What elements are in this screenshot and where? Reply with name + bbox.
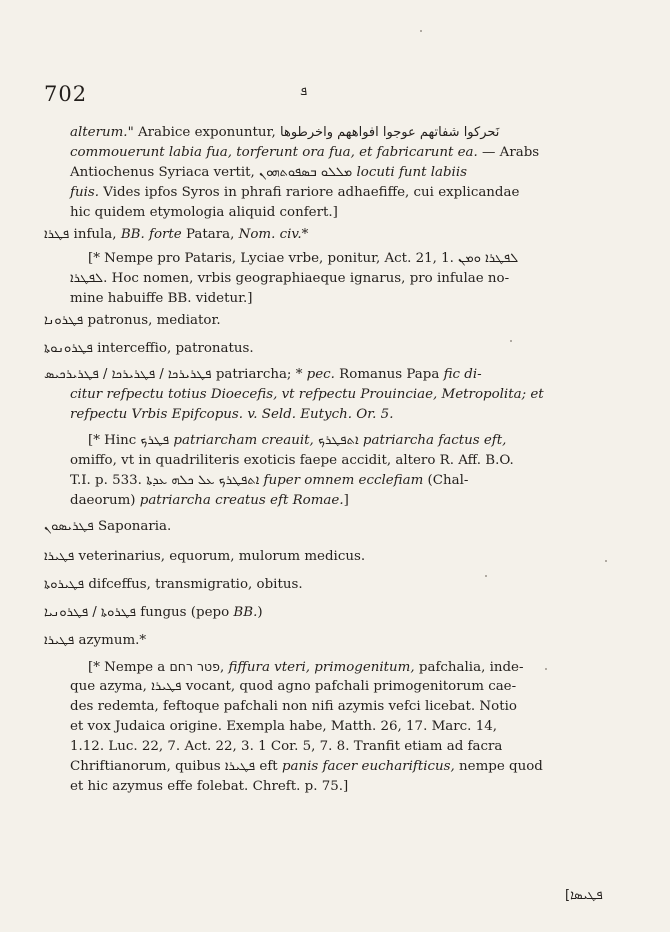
italic-text: fic di-	[443, 367, 482, 382]
text-run: [* Nempe a	[88, 660, 170, 675]
text-run: pafchalia, inde-	[414, 660, 524, 675]
text-run: Chriftianorum, quibus	[70, 759, 225, 774]
text-line	[70, 492, 349, 510]
text-line	[44, 576, 303, 594]
text-line	[44, 226, 308, 244]
italic-text: patriarcha factus eft,	[362, 433, 507, 448]
text-run: fungus (pepo	[136, 605, 234, 620]
paper-speck	[420, 30, 422, 32]
text-line	[70, 718, 497, 736]
text-run: Vides ipfos Syros in phrafi rariore adhaefiffe, cui explicandae	[99, 185, 520, 200]
text-line	[70, 164, 467, 182]
syriac-word: ܠܦܛܪܐ	[70, 271, 104, 286]
italic-text: patriarcha creatus eft Romae.	[139, 493, 344, 508]
italic-text: fuper omnem ecclefiam	[263, 473, 424, 488]
text-line	[70, 472, 468, 490]
running-head: ܦ	[300, 84, 308, 99]
italic-text: BB. forte	[120, 227, 182, 242]
text-run: ]	[343, 493, 349, 508]
text-run: . Hoc nomen, vrbis geographiaeque ignarus, pro infulae no-	[103, 271, 510, 286]
italic-text: fiffura vteri, primogenitum,	[228, 660, 415, 675]
hebrew-text: פטר רחם	[169, 659, 220, 674]
arabic-text: نَحركوا شفاتهم عوجوا افواههم واخرطوها	[280, 125, 500, 140]
text-run: que azyma,	[70, 679, 152, 694]
paper-speck	[485, 575, 487, 577]
syriac-word: ܐܬܦܛܪܟ	[318, 433, 359, 448]
italic-text: panis facer eucharifticus,	[281, 759, 455, 774]
text-run: (Chal-	[423, 473, 469, 488]
text-run: difceffus, transmigratio, obitus.	[84, 577, 303, 592]
text-line	[44, 366, 482, 384]
text-run: Saponaria.	[93, 519, 172, 534]
text-run: *	[301, 227, 309, 242]
syriac-word: ܦܛܝܪܐ	[224, 759, 256, 774]
text-line	[70, 452, 514, 470]
text-line	[70, 270, 509, 288]
paper-speck	[605, 560, 607, 562]
text-run: patriarcha; *	[211, 367, 307, 382]
text-run: veterinarius, equorum, mulorum medicus.	[74, 549, 366, 564]
text-line	[70, 758, 543, 776]
text-line	[44, 548, 365, 566]
text-run: et hic azymus effe folebat. Chreft. p. 75.]	[70, 779, 349, 794]
text-run: — Arabs	[477, 145, 540, 160]
text-run: omiffo, vt in quadriliteris exoticis faepe accidit, altero R. Aff. B.O.	[70, 453, 514, 468]
text-line	[44, 632, 146, 650]
text-line	[88, 250, 518, 268]
text-line	[70, 290, 253, 308]
text-run: [* Hinc	[88, 433, 141, 448]
text-run: daeorum)	[70, 493, 140, 508]
text-run: vocant, quod agno pafchali primogenitorum cae-	[181, 679, 517, 694]
text-run: Antiochenus Syriaca vertit,	[70, 165, 260, 180]
text-run: eft	[255, 759, 282, 774]
syriac-word: ܦܛܪܝܣܘܢ	[44, 519, 94, 534]
text-run: hic quidem etymologia aliquid confert.]	[70, 205, 338, 220]
text-line	[70, 406, 393, 424]
italic-text: refpectu Vrbis Epifcopus. v. Seld. Eutych. Or. 5.	[70, 407, 394, 422]
text-line	[44, 340, 254, 358]
syriac-word: ܦܛܪܘܢܘܬܐ	[44, 341, 93, 356]
syriac-word: ܦܛܪܘܬܐ / ܦܛܪܘܢܝܐ	[44, 605, 137, 620]
syriac-word: ܐܬܦܛܪܟ ܥܠ ܟܠܗ ܥܕܬܐ	[146, 473, 260, 488]
text-run: nempe quod	[454, 759, 543, 774]
text-line	[70, 778, 348, 796]
italic-text: pec.	[306, 367, 335, 382]
syriac-word: ܦܛܪܟ	[140, 433, 170, 448]
italic-text: locuti funt labiis	[356, 165, 467, 180]
text-run: azymum.*	[74, 633, 147, 648]
italic-text: fuis.	[70, 185, 99, 200]
italic-text: BB.	[233, 605, 258, 620]
syriac-word: ܦܛܪܘܢܐ	[44, 313, 84, 328]
syriac-word: ܡܠܠܘ ܒܣܦܘܬܗܘܢ	[259, 165, 353, 180]
catchword: [ܦܛܝܣܐ	[565, 888, 603, 903]
syriac-word: ܦܛܝܪܘܬܐ	[44, 577, 85, 592]
italic-text: citur refpectu totius Dioecefis, vt refpectu Prouinciae, Metropolita; et	[70, 387, 544, 402]
text-line	[88, 432, 506, 450]
text-line	[70, 678, 516, 696]
text-line	[44, 518, 171, 536]
text-run: infula,	[69, 227, 121, 242]
text-run: T.I. p. 533.	[70, 473, 147, 488]
text-line	[70, 698, 517, 716]
text-line	[70, 144, 539, 162]
text-run: 1.12. Luc. 22, 7. Act. 22, 3. 1 Cor. 5, 7. 8. Tranfit etiam ad facra	[70, 739, 503, 754]
text-line	[44, 604, 263, 622]
text-run: Patara,	[181, 227, 239, 242]
syriac-word: ܦܛܝܪܐ	[44, 633, 75, 648]
text-run: patronus, mediator.	[83, 313, 221, 328]
text-line	[70, 124, 499, 142]
text-run: ,	[219, 660, 229, 675]
syriac-word: ܦܛܝܪܐ	[151, 679, 182, 694]
text-line	[88, 658, 524, 677]
text-line	[70, 738, 502, 756]
italic-text: patriarcham creauit,	[173, 433, 314, 448]
paper-speck	[510, 340, 512, 342]
text-run: " Arabice exponuntur,	[127, 125, 280, 140]
paper-speck	[545, 668, 547, 670]
syriac-word: ܦܛܪܐ	[44, 227, 70, 242]
text-line	[70, 386, 544, 404]
text-line	[70, 204, 338, 222]
text-run: des redemta, feftoque pafchali non nifi azymis vefci licebat. Notio	[70, 699, 517, 714]
text-run: [* Nempe pro Pataris, Lyciae vrbe, ponitur, Act. 21, 1.	[88, 251, 459, 266]
text-run: )	[257, 605, 263, 620]
italic-text: alterum.	[70, 125, 128, 140]
syriac-word: ܠܦܛܪܐ ܘܡܢ	[458, 251, 519, 266]
text-run: interceffio, patronatus.	[92, 341, 254, 356]
text-run: et vox Judaica origine. Exempla habe, Matth. 26, 17. Marc. 14,	[70, 719, 497, 734]
italic-text: commouerunt labia fua, torferunt ora fua, et fabricarunt ea.	[70, 145, 478, 160]
page-number: 702	[44, 82, 88, 106]
syriac-word: ܦܛܪܝܪܟܐ / ܦܛܪܝܪܟܐ / ܦܛܪܝܪܟܝܣ	[44, 367, 212, 382]
text-run: mine habuiffe BB. videtur.]	[70, 291, 253, 306]
syriac-word: ܦܛܝܪܐ	[44, 549, 75, 564]
text-run: Romanus Papa	[334, 367, 444, 382]
italic-text: Nom. civ.	[238, 227, 302, 242]
text-line	[44, 312, 221, 330]
text-line	[70, 184, 519, 202]
